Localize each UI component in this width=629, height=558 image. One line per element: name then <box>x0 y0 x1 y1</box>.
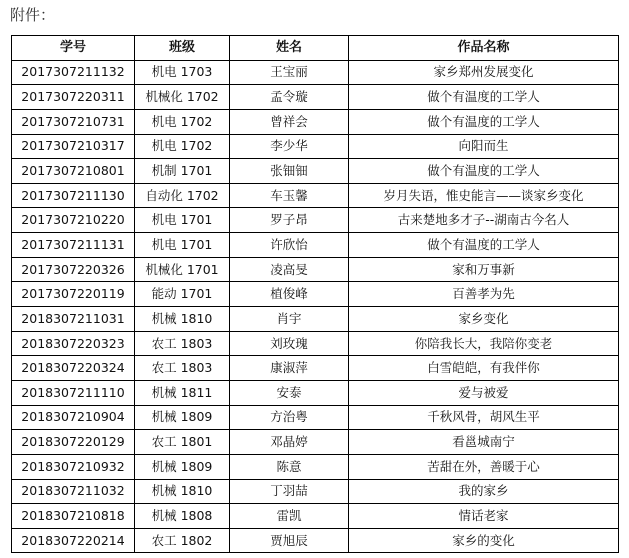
cell-work-title: 爱与被爱 <box>349 380 619 405</box>
cell-work-title: 岁月失语，惟史能言——谈家乡变化 <box>349 183 619 208</box>
table-row <box>12 282 619 307</box>
cell-work-title: 千秋风骨，胡风生平 <box>349 405 619 430</box>
cell-name: 肖宇 <box>230 307 349 332</box>
cell-work-title: 看邕城南宁 <box>349 430 619 455</box>
cell-class: 机械化 1702 <box>135 85 230 110</box>
cell-name: 罗子昂 <box>230 208 349 233</box>
cell-class: 农工 1801 <box>135 430 230 455</box>
cell-student-id: 2018307210818 <box>12 504 135 529</box>
cell-student-id: 2017307220326 <box>12 257 135 282</box>
attachment-caption: 附件： <box>10 6 56 24</box>
cell-name: 邓晶婷 <box>230 430 349 455</box>
cell-name: 方治粤 <box>230 405 349 430</box>
cell-class: 机电 1701 <box>135 233 230 258</box>
cell-student-id: 2018307211031 <box>12 307 135 332</box>
cell-name: 凌高旻 <box>230 257 349 282</box>
cell-student-id: 2018307220323 <box>12 331 135 356</box>
cell-work-title: 苦甜在外，善暖于心 <box>349 454 619 479</box>
cell-student-id: 2017307220119 <box>12 282 135 307</box>
cell-class: 农工 1803 <box>135 331 230 356</box>
cell-work-title: 家和万事新 <box>349 257 619 282</box>
header-work-title: 作品名称 <box>349 36 619 61</box>
cell-class: 机械 1810 <box>135 479 230 504</box>
cell-work-title: 家乡的变化 <box>349 528 619 553</box>
table-row <box>12 331 619 356</box>
table-row <box>12 233 619 258</box>
cell-class: 机电 1702 <box>135 134 230 159</box>
header-student-id: 学号 <box>12 36 135 61</box>
cell-name: 车玉馨 <box>230 183 349 208</box>
cell-name: 康淑萍 <box>230 356 349 381</box>
cell-class: 农工 1803 <box>135 356 230 381</box>
table-row <box>12 85 619 110</box>
table-row <box>12 208 619 233</box>
cell-student-id: 2017307220311 <box>12 85 135 110</box>
cell-class: 自动化 1702 <box>135 183 230 208</box>
table-row <box>12 528 619 553</box>
cell-name: 贾旭辰 <box>230 528 349 553</box>
cell-name: 植俊峰 <box>230 282 349 307</box>
cell-student-id: 2018307211110 <box>12 380 135 405</box>
cell-class: 机械化 1701 <box>135 257 230 282</box>
cell-name: 刘玫瑰 <box>230 331 349 356</box>
table-row <box>12 454 619 479</box>
table-row <box>12 430 619 455</box>
table-row <box>12 380 619 405</box>
table-row <box>12 183 619 208</box>
cell-student-id: 2017307210317 <box>12 134 135 159</box>
cell-student-id: 2018307210904 <box>12 405 135 430</box>
cell-class: 机械 1810 <box>135 307 230 332</box>
cell-name: 孟令璇 <box>230 85 349 110</box>
table-row <box>12 134 619 159</box>
header-name: 姓名 <box>230 36 349 61</box>
cell-class: 机电 1702 <box>135 109 230 134</box>
cell-work-title: 家乡郑州发展变化 <box>349 60 619 85</box>
cell-name: 安泰 <box>230 380 349 405</box>
table-row <box>12 504 619 529</box>
cell-name: 张钿钿 <box>230 159 349 184</box>
cell-work-title: 我的家乡 <box>349 479 619 504</box>
cell-student-id: 2017307211130 <box>12 183 135 208</box>
cell-class: 机电 1703 <box>135 60 230 85</box>
cell-work-title: 你陪我长大，我陪你变老 <box>349 331 619 356</box>
table-body <box>12 60 619 553</box>
cell-student-id: 2018307220129 <box>12 430 135 455</box>
cell-work-title: 情话老家 <box>349 504 619 529</box>
cell-class: 机电 1701 <box>135 208 230 233</box>
cell-class: 机械 1809 <box>135 454 230 479</box>
table-row <box>12 159 619 184</box>
cell-work-title: 做个有温度的工学人 <box>349 85 619 110</box>
cell-name: 王宝丽 <box>230 60 349 85</box>
cell-work-title: 古来楚地多才子--湖南古今名人 <box>349 208 619 233</box>
table-row <box>12 60 619 85</box>
cell-name: 李少华 <box>230 134 349 159</box>
cell-name: 丁羽喆 <box>230 479 349 504</box>
table-row <box>12 479 619 504</box>
cell-student-id: 2017307210731 <box>12 109 135 134</box>
cell-name: 许欣怡 <box>230 233 349 258</box>
cell-work-title: 家乡变化 <box>349 307 619 332</box>
cell-student-id: 2018307220214 <box>12 528 135 553</box>
submissions-table <box>11 35 619 553</box>
table-header-row <box>12 36 619 61</box>
cell-class: 能动 1701 <box>135 282 230 307</box>
cell-student-id: 2017307210801 <box>12 159 135 184</box>
cell-student-id: 2017307211131 <box>12 233 135 258</box>
cell-work-title: 百善孝为先 <box>349 282 619 307</box>
cell-work-title: 向阳而生 <box>349 134 619 159</box>
cell-student-id: 2018307220324 <box>12 356 135 381</box>
cell-class: 机械 1809 <box>135 405 230 430</box>
table-row <box>12 257 619 282</box>
cell-work-title: 白雪皑皑，有我伴你 <box>349 356 619 381</box>
cell-student-id: 2018307210932 <box>12 454 135 479</box>
cell-name: 陈意 <box>230 454 349 479</box>
cell-name: 曾祥会 <box>230 109 349 134</box>
cell-work-title: 做个有温度的工学人 <box>349 233 619 258</box>
cell-student-id: 2018307211032 <box>12 479 135 504</box>
table-row <box>12 109 619 134</box>
cell-class: 机制 1701 <box>135 159 230 184</box>
table-row <box>12 405 619 430</box>
table-row <box>12 307 619 332</box>
cell-class: 农工 1802 <box>135 528 230 553</box>
cell-class: 机械 1811 <box>135 380 230 405</box>
cell-student-id: 2017307210220 <box>12 208 135 233</box>
header-class: 班级 <box>135 36 230 61</box>
cell-name: 雷凯 <box>230 504 349 529</box>
table-row <box>12 356 619 381</box>
cell-work-title: 做个有温度的工学人 <box>349 109 619 134</box>
cell-student-id: 2017307211132 <box>12 60 135 85</box>
cell-class: 机械 1808 <box>135 504 230 529</box>
cell-work-title: 做个有温度的工学人 <box>349 159 619 184</box>
